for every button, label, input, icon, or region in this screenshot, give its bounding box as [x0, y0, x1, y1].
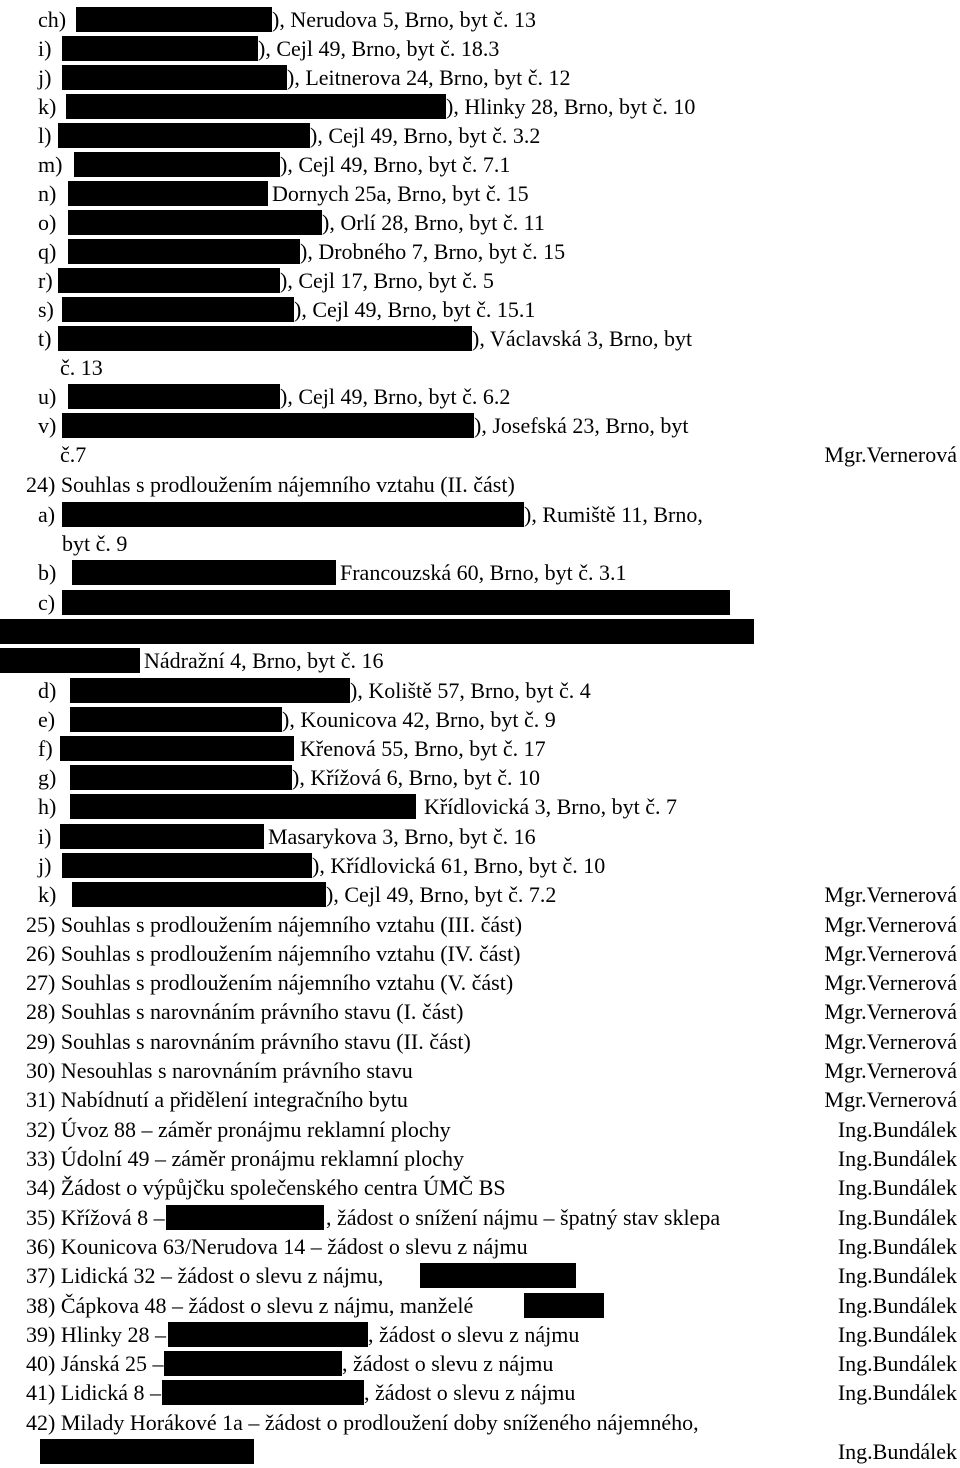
item-label: s) — [38, 297, 54, 322]
list-item — [0, 851, 960, 880]
redaction-bar — [70, 765, 292, 790]
agenda-item — [0, 1261, 960, 1290]
item-label: ch) — [38, 7, 67, 32]
agenda-item — [0, 1203, 960, 1232]
presenter-name: Mgr.Vernerová — [824, 941, 957, 966]
list-item — [0, 324, 960, 353]
agenda-item-title: 28) Souhlas s narovnáním právního stavu (I. část) — [26, 999, 464, 1024]
agenda-item-title-rest: , žádost o slevu z nájmu — [368, 1322, 580, 1347]
presenter-name: Mgr.Vernerová — [824, 882, 957, 907]
item-label: a) — [38, 502, 56, 527]
list-item — [0, 676, 960, 705]
redaction-bar — [68, 210, 322, 235]
list-item — [0, 588, 960, 617]
agenda-item-title: 26) Souhlas s prodloužením nájemního vztahu (IV. část) — [26, 941, 521, 966]
item-text: ), Drobného 7, Brno, byt č. 15 — [300, 239, 566, 264]
redaction-bar — [76, 7, 272, 32]
item-text: ), Cejl 49, Brno, byt č. 7.1 — [280, 152, 511, 177]
agenda-item-title-rest: , žádost o slevu z nájmu — [342, 1351, 554, 1376]
redaction-bar — [62, 413, 474, 438]
list-item — [0, 763, 960, 792]
item-text: ), Cejl 49, Brno, byt č. 18.3 — [258, 36, 500, 61]
presenter-name: Ing.Bundálek — [837, 1146, 957, 1171]
item-label: o) — [38, 210, 57, 235]
redaction-bar — [62, 65, 287, 90]
list-item — [0, 822, 960, 851]
item-label: v) — [38, 413, 57, 438]
item-label: f) — [38, 736, 53, 761]
redaction-bar — [62, 853, 312, 878]
agenda-item — [0, 910, 960, 939]
agenda-item — [0, 1291, 960, 1320]
agenda-item-title-rest: , žádost o snížení nájmu – špatný stav sklepa — [326, 1205, 721, 1230]
list-item — [0, 880, 960, 909]
agenda-item — [0, 968, 960, 997]
item-label: i) — [38, 824, 52, 849]
item-label: k) — [38, 94, 57, 119]
list-item — [0, 382, 960, 411]
redaction-bar — [72, 560, 336, 585]
presenter-name: Ing.Bundálek — [837, 1205, 957, 1230]
item-text: ), Orlí 28, Brno, byt č. 11 — [322, 210, 545, 235]
item-text: ), Josefská 23, Brno, byt — [474, 413, 689, 438]
item-label: j) — [38, 853, 52, 878]
presenter-name: Mgr.Vernerová — [824, 1029, 957, 1054]
redaction-bar — [58, 123, 310, 148]
redaction-bar — [58, 326, 472, 351]
presenter-name: Ing.Bundálek — [837, 1439, 957, 1464]
redaction-bar — [0, 648, 140, 673]
item-label: e) — [38, 707, 56, 732]
list-item-continuation — [0, 1437, 960, 1466]
item-label: m) — [38, 152, 63, 177]
item-text: ), Václavská 3, Brno, byt — [472, 326, 693, 351]
agenda-item-title: 25) Souhlas s prodloužením nájemního vztahu (III. část) — [26, 912, 523, 937]
list-item — [0, 558, 960, 587]
item-label: b) — [38, 560, 57, 585]
agenda-item — [0, 1349, 960, 1378]
redaction-bar — [68, 239, 300, 264]
redaction-bar — [62, 297, 294, 322]
agenda-item — [0, 1408, 960, 1437]
list-item — [0, 411, 960, 440]
redaction-bar — [58, 268, 280, 293]
list-item — [0, 734, 960, 763]
agenda-item-title: 29) Souhlas s narovnáním právního stavu (II. část) — [26, 1029, 471, 1054]
agenda-item-title: 41) Lidická 8 – — [26, 1380, 162, 1405]
item-label: t) — [38, 326, 52, 351]
agenda-item-title: 40) Jánská 25 – — [26, 1351, 164, 1376]
item-text: Dornych 25a, Brno, byt č. 15 — [272, 181, 529, 206]
redaction-bar — [72, 882, 326, 907]
list-item-continuation — [0, 440, 960, 469]
item-text-continued: č. 13 — [60, 355, 103, 380]
list-item-continuation — [0, 353, 960, 382]
redaction-bar — [420, 1263, 576, 1288]
list-item — [0, 500, 960, 529]
item-label: u) — [38, 384, 57, 409]
agenda-item — [0, 1056, 960, 1085]
list-item — [0, 121, 960, 150]
presenter-name: Ing.Bundálek — [837, 1293, 957, 1318]
list-item — [0, 266, 960, 295]
redaction-bar — [60, 824, 264, 849]
agenda-item — [0, 1320, 960, 1349]
agenda-item-title: 42) Milady Horákové 1a – žádost o prodloužení doby sníženého nájemného, — [26, 1410, 699, 1435]
presenter-name: Ing.Bundálek — [837, 1234, 957, 1259]
agenda-item — [0, 939, 960, 968]
redaction-bar — [60, 736, 294, 761]
presenter-name: Ing.Bundálek — [837, 1117, 957, 1142]
item-label: l) — [38, 123, 52, 148]
item-text: ), Cejl 17, Brno, byt č. 5 — [280, 268, 494, 293]
list-item — [0, 295, 960, 324]
redaction-bar — [68, 181, 268, 206]
item-label: n) — [38, 181, 57, 206]
redaction-bar — [166, 1205, 324, 1230]
agenda-item — [0, 997, 960, 1026]
item-label: c) — [38, 590, 56, 615]
agenda-item — [0, 1232, 960, 1261]
list-item — [0, 237, 960, 266]
presenter-name: Ing.Bundálek — [837, 1175, 957, 1200]
item-label: i) — [38, 36, 52, 61]
redaction-bar — [70, 794, 416, 819]
list-item — [0, 63, 960, 92]
redaction-bar — [66, 94, 446, 119]
list-item — [0, 179, 960, 208]
presenter-name: Mgr.Vernerová — [824, 1087, 957, 1112]
list-item — [0, 208, 960, 237]
item-text: ), Rumiště 11, Brno, — [524, 502, 703, 527]
presenter-name: Mgr.Vernerová — [824, 442, 957, 467]
item-label: h) — [38, 794, 57, 819]
redaction-bar — [164, 1351, 342, 1376]
item-text: ), Cejl 49, Brno, byt č. 7.2 — [326, 882, 557, 907]
item-text: ), Hlinky 28, Brno, byt č. 10 — [446, 94, 696, 119]
agenda-item-title: 35) Křížová 8 – — [26, 1205, 165, 1230]
list-item — [0, 92, 960, 121]
item-text: ), Cejl 49, Brno, byt č. 15.1 — [294, 297, 536, 322]
item-text: ), Nerudova 5, Brno, byt č. 13 — [272, 7, 536, 32]
redaction-bar — [68, 384, 280, 409]
list-item — [0, 150, 960, 179]
redaction-bar — [62, 590, 730, 615]
agenda-item — [0, 1115, 960, 1144]
agenda-item — [0, 1173, 960, 1202]
list-item — [0, 705, 960, 734]
item-label: q) — [38, 239, 57, 264]
redaction-bar — [74, 152, 280, 177]
redaction-bar — [40, 1439, 254, 1464]
agenda-item — [0, 1085, 960, 1114]
presenter-name: Ing.Bundálek — [837, 1351, 957, 1376]
item-text: Křenová 55, Brno, byt č. 17 — [300, 736, 546, 761]
list-item — [0, 792, 960, 821]
item-text-continued: byt č. 9 — [62, 531, 128, 556]
presenter-name: Mgr.Vernerová — [824, 1058, 957, 1083]
agenda-item-title: 34) Žádost o výpůjčku společenského centra ÚMČ BS — [26, 1175, 506, 1200]
item-text: ), Kounicova 42, Brno, byt č. 9 — [282, 707, 556, 732]
item-label: d) — [38, 678, 57, 703]
item-label: k) — [38, 882, 57, 907]
item-label: g) — [38, 765, 57, 790]
list-item — [0, 34, 960, 63]
list-item-continuation — [0, 529, 960, 558]
redaction-bar — [0, 619, 754, 644]
item-text-continued: Nádražní 4, Brno, byt č. 16 — [144, 648, 384, 673]
item-text: ), Křídlovická 61, Brno, byt č. 10 — [312, 853, 606, 878]
presenter-name: Ing.Bundálek — [837, 1380, 957, 1405]
item-text: ), Leitnerova 24, Brno, byt č. 12 — [287, 65, 571, 90]
item-text: ), Křížová 6, Brno, byt č. 10 — [292, 765, 541, 790]
agenda-item-title: 27) Souhlas s prodloužením nájemního vztahu (V. část) — [26, 970, 514, 995]
agenda-item-title: 39) Hlinky 28 – — [26, 1322, 166, 1347]
agenda-item-title: 36) Kounicova 63/Nerudova 14 – žádost o slevu z nájmu — [26, 1234, 528, 1259]
agenda-item-title: 33) Údolní 49 – záměr pronájmu reklamní plochy — [26, 1146, 465, 1171]
agenda-item-title: 32) Úvoz 88 – záměr pronájmu reklamní plochy — [26, 1117, 451, 1142]
redaction-bar — [70, 678, 350, 703]
redaction-bar — [62, 502, 524, 527]
redacted-line — [0, 617, 960, 646]
item-text-continued: č.7 — [60, 442, 87, 467]
redaction-bar — [162, 1380, 364, 1405]
item-text: Křídlovická 3, Brno, byt č. 7 — [424, 794, 677, 819]
agenda-item-title: 30) Nesouhlas s narovnáním právního stavu — [26, 1058, 413, 1083]
item-text: Francouzská 60, Brno, byt č. 3.1 — [340, 560, 627, 585]
presenter-name: Mgr.Vernerová — [824, 999, 957, 1024]
agenda-item — [0, 1144, 960, 1173]
item-label: r) — [38, 268, 53, 293]
list-item — [0, 5, 960, 34]
redaction-bar — [168, 1322, 368, 1347]
item-text: ), Cejl 49, Brno, byt č. 3.2 — [310, 123, 541, 148]
presenter-name: Ing.Bundálek — [837, 1263, 957, 1288]
agenda-item-24 — [0, 470, 960, 499]
redaction-bar — [524, 1293, 604, 1318]
agenda-item-title: 37) Lidická 32 – žádost o slevu z nájmu, — [26, 1263, 384, 1288]
list-item-continuation — [0, 646, 960, 675]
presenter-name: Ing.Bundálek — [837, 1322, 957, 1347]
agenda-item-title-rest: , žádost o slevu z nájmu — [364, 1380, 576, 1405]
agenda-item-title: 38) Čápkova 48 – žádost o slevu z nájmu, manželé — [26, 1293, 474, 1318]
redaction-bar — [62, 36, 258, 61]
item-label: j) — [38, 65, 52, 90]
agenda-item — [0, 1378, 960, 1407]
item-text: Masarykova 3, Brno, byt č. 16 — [268, 824, 536, 849]
agenda-item-title: 24) Souhlas s prodloužením nájemního vztahu (II. část) — [26, 472, 515, 497]
agenda-item — [0, 1027, 960, 1056]
redaction-bar — [70, 707, 282, 732]
presenter-name: Mgr.Vernerová — [824, 912, 957, 937]
item-text: ), Koliště 57, Brno, byt č. 4 — [350, 678, 591, 703]
presenter-name: Mgr.Vernerová — [824, 970, 957, 995]
agenda-item-title: 31) Nabídnutí a přidělení integračního bytu — [26, 1087, 408, 1112]
item-text: ), Cejl 49, Brno, byt č. 6.2 — [280, 384, 511, 409]
